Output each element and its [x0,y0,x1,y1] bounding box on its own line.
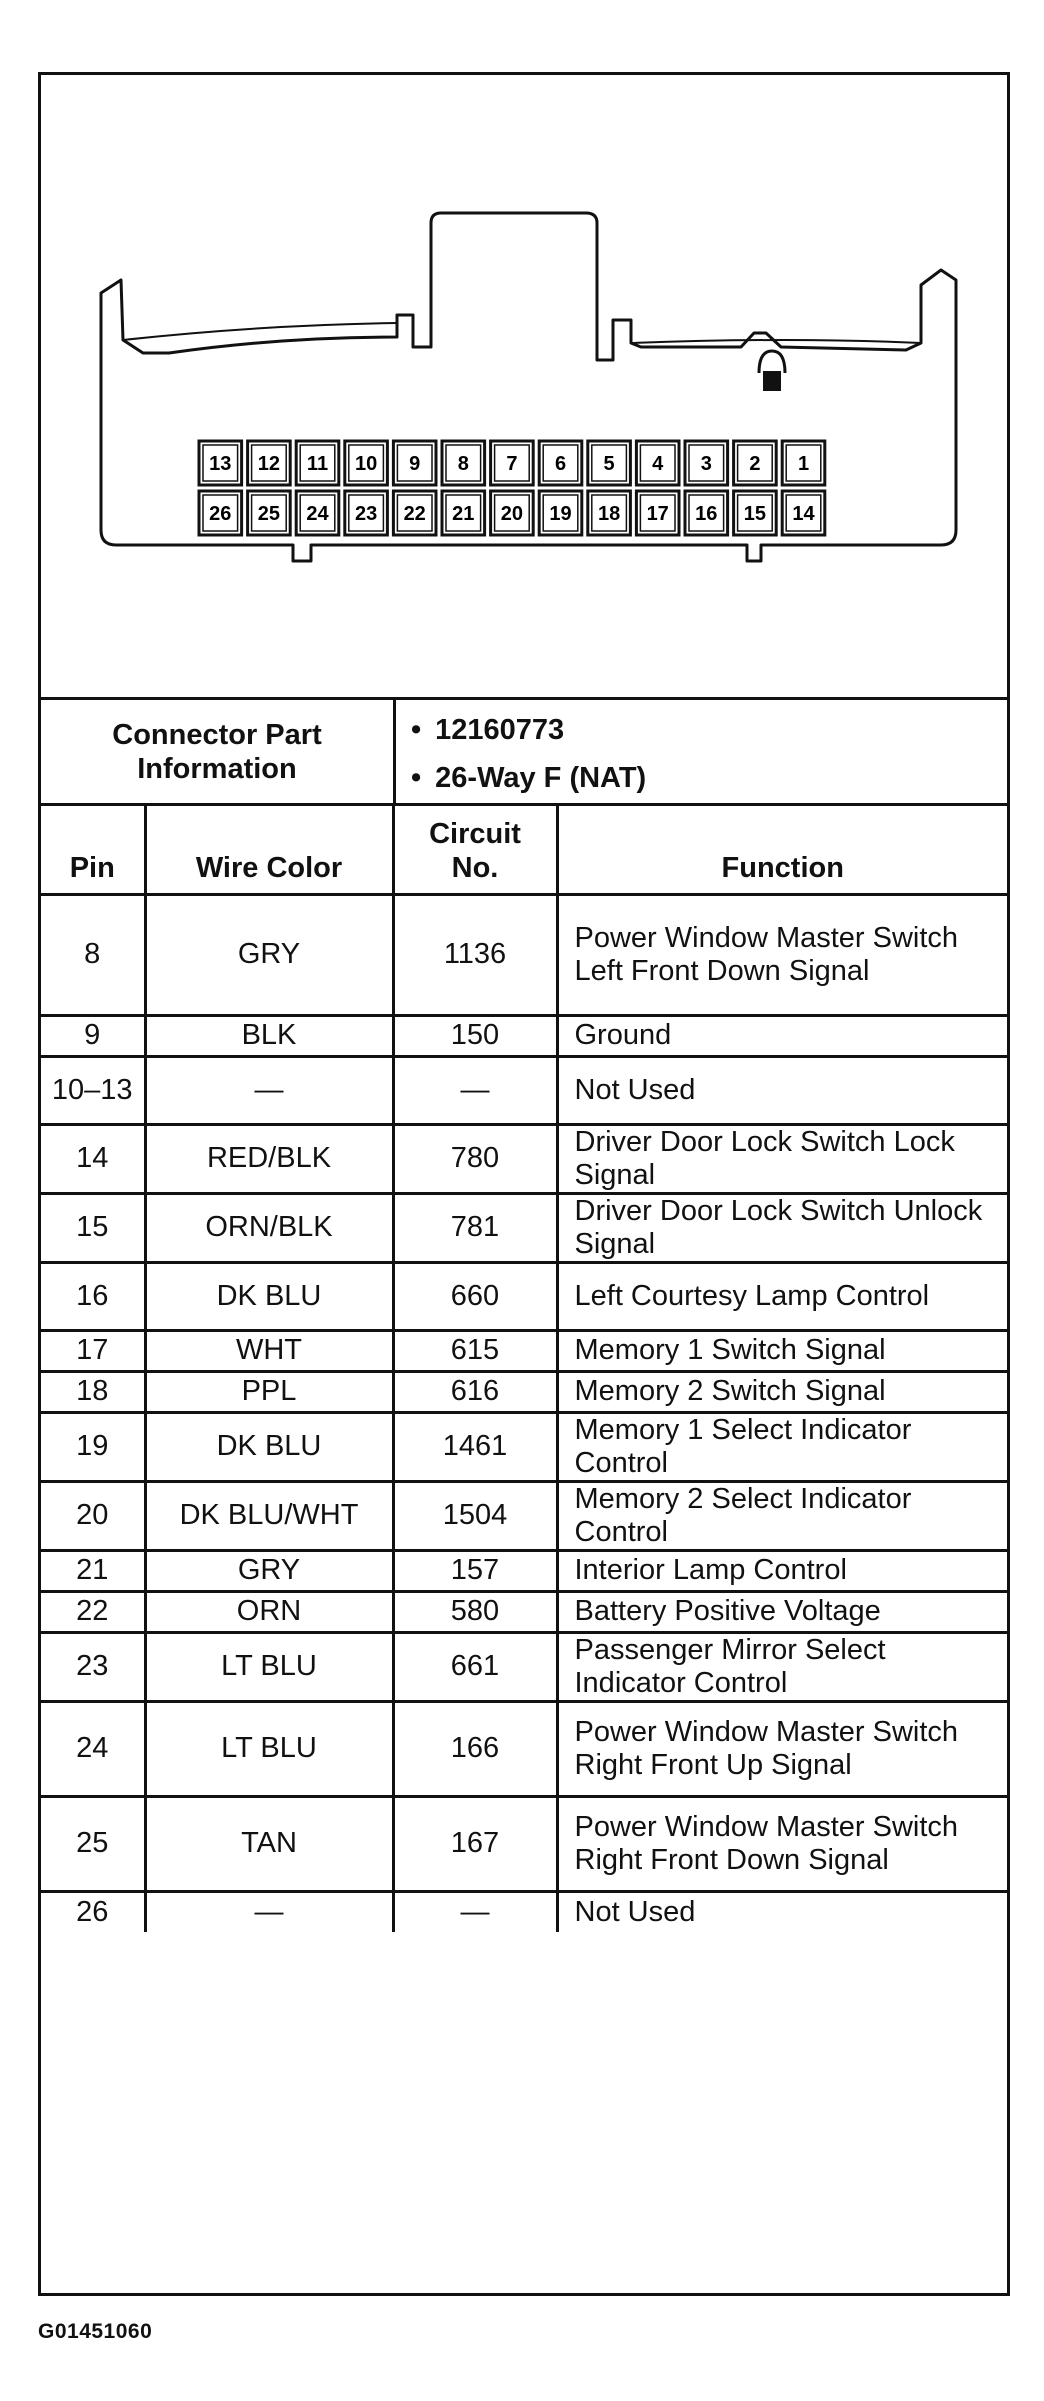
pin-number-label: 5 [603,453,615,475]
circuit-cell: 166 [393,1701,557,1796]
pin-number-label: 23 [354,503,378,525]
pin-cell: 16 [41,1262,145,1330]
connector-diagram [41,75,1007,700]
circuit-cell: 167 [393,1796,557,1891]
pin-cell: 8 [41,894,145,1015]
table-row [41,1330,1007,1371]
wire-color-cell: — [145,1056,393,1124]
pin-number-label: 9 [409,453,421,475]
table-body [41,894,1007,1932]
part-number: • 12160773 [411,706,1001,754]
pin-number-label: 14 [792,503,815,525]
function-cell: Driver Door Lock Switch Unlock Signal [557,1193,1007,1262]
pin-cell: 19 [41,1412,145,1481]
pin-number-label: 3 [700,453,712,475]
table-row [41,1481,1007,1550]
wire-color-cell: BLK [145,1015,393,1056]
table-row [41,1056,1007,1124]
function-cell: Ground [557,1015,1007,1056]
function-cell: Not Used [557,1056,1007,1124]
function-cell: Driver Door Lock Switch Lock Signal [557,1124,1007,1193]
pin-cell: 23 [41,1632,145,1701]
table-row [41,1262,1007,1330]
wire-color-cell: — [145,1891,393,1932]
connector-part-info [41,700,1007,806]
pin-cell: 21 [41,1550,145,1591]
pin-cavity [296,491,339,535]
pin-number-label: 21 [452,503,475,525]
pin-cavity [199,491,242,535]
pin-number-label: 1 [797,453,810,475]
pin-cavity [734,491,777,535]
pin-cavity [345,491,388,535]
pin-cell: 20 [41,1481,145,1550]
table-row [41,1371,1007,1412]
pin-grid [199,441,825,535]
pin-number-label: 26 [209,503,232,525]
circuit-cell: 661 [393,1632,557,1701]
pin-number-label: 10 [354,453,378,475]
connector-face-drawing [41,75,1007,697]
function-cell: Power Window Master Switch Right Front Down Signal [557,1796,1007,1891]
table-row [41,1550,1007,1591]
locking-tab-icon [759,351,785,391]
pin-cavity [248,441,291,485]
header-function: Function [557,803,1007,894]
function-cell: Battery Positive Voltage [557,1591,1007,1632]
pin-cell: 26 [41,1891,145,1932]
table-row [41,1124,1007,1193]
pin-cell: 25 [41,1796,145,1891]
pin-number-label: 6 [554,453,567,475]
pin-cavity [685,441,728,485]
part-info-label-line2: Information [137,752,297,785]
circuit-cell: 780 [393,1124,557,1193]
circuit-cell: 615 [393,1330,557,1371]
pin-number-label: 22 [403,503,426,525]
part-info-values [411,706,1001,802]
table-row [41,894,1007,1015]
pin-cavity [539,441,582,485]
wire-color-cell: PPL [145,1371,393,1412]
pin-cavity [345,441,388,485]
pin-cavity [393,441,436,485]
circuit-cell: 157 [393,1550,557,1591]
wire-color-cell: DK BLU/WHT [145,1481,393,1550]
pin-cell: 22 [41,1591,145,1632]
function-cell: Not Used [557,1891,1007,1932]
pin-number-label: 15 [743,503,767,525]
table-row [41,1632,1007,1701]
pin-number-label: 16 [695,503,718,525]
pin-number-label: 19 [549,503,572,525]
pin-number-label: 2 [749,453,761,475]
figure-id: G01451060 [38,2320,153,2343]
circuit-cell: — [393,1056,557,1124]
function-cell: Memory 1 Select Indicator Control [557,1412,1007,1481]
circuit-cell: 150 [393,1015,557,1056]
pin-cavity [782,491,825,535]
wire-color-cell: WHT [145,1330,393,1371]
pin-cavity [685,491,728,535]
pin-cavity [734,441,777,485]
pin-number-label: 7 [506,453,518,475]
wire-color-cell: RED/BLK [145,1124,393,1193]
pin-number-label: 17 [646,503,669,525]
circuit-cell: 781 [393,1193,557,1262]
pin-cell: 24 [41,1701,145,1796]
pin-cavity [782,441,825,485]
pin-cavity [588,441,631,485]
circuit-cell: 1136 [393,894,557,1015]
pin-cavity [248,491,291,535]
header-circuit-line2: No. [451,851,499,884]
pin-cavity [442,491,485,535]
pin-cell: 18 [41,1371,145,1412]
pin-cavity [588,491,631,535]
wire-color-cell: GRY [145,1550,393,1591]
pin-cell: 9 [41,1015,145,1056]
wire-color-cell: DK BLU [145,1412,393,1481]
function-cell: Memory 1 Switch Signal [557,1330,1007,1371]
wire-color-cell: DK BLU [145,1262,393,1330]
pin-function-table [41,803,1007,1932]
function-cell: Power Window Master Switch Left Front Down Signal [557,894,1007,1015]
pin-cavity [491,441,534,485]
function-cell: Passenger Mirror Select Indicator Control [557,1632,1007,1701]
table-row [41,1701,1007,1796]
pin-cell: 15 [41,1193,145,1262]
pin-cavity [296,441,339,485]
pin-cell: 14 [41,1124,145,1193]
pin-number-label: 8 [457,453,469,475]
circuit-cell: — [393,1891,557,1932]
connector-description: • 26-Way F (NAT) [411,754,1001,802]
table-row [41,1193,1007,1262]
table-row [41,1015,1007,1056]
wire-color-cell: ORN/BLK [145,1193,393,1262]
pin-cavity [199,441,242,485]
pin-number-label: 18 [597,503,621,525]
pin-cavity [442,441,485,485]
wire-color-cell: TAN [145,1796,393,1891]
circuit-cell: 1504 [393,1481,557,1550]
function-cell: Memory 2 Switch Signal [557,1371,1007,1412]
pin-number-label: 24 [306,503,329,525]
pin-number-label: 11 [306,453,329,475]
header-pin: Pin [41,803,145,894]
header-wire-color: Wire Color [145,803,393,894]
circuit-cell: 660 [393,1262,557,1330]
circuit-cell: 616 [393,1371,557,1412]
header-circuit-line1: Circuit [429,817,521,850]
wire-color-cell: ORN [145,1591,393,1632]
pin-cavity [393,491,436,535]
wire-color-cell: LT BLU [145,1632,393,1701]
pin-cavity [539,491,582,535]
pin-number-label: 4 [652,453,664,475]
pin-number-label: 25 [257,503,281,525]
wire-color-cell: LT BLU [145,1701,393,1796]
pin-number-label: 20 [500,503,524,525]
part-info-label [41,700,396,803]
circuit-cell: 1461 [393,1412,557,1481]
header-circuit [393,803,557,894]
pin-number-label: 12 [257,453,281,475]
table-row [41,1796,1007,1891]
table-header-row [41,803,1007,894]
pin-cavity [636,441,679,485]
function-cell: Interior Lamp Control [557,1550,1007,1591]
table-row [41,1412,1007,1481]
pin-cavity [491,491,534,535]
pin-cavity [636,491,679,535]
function-cell: Memory 2 Select Indicator Control [557,1481,1007,1550]
table-row [41,1591,1007,1632]
table-row [41,1891,1007,1932]
pin-number-label: 13 [209,453,232,475]
pin-cell: 17 [41,1330,145,1371]
function-cell: Left Courtesy Lamp Control [557,1262,1007,1330]
wire-color-cell: GRY [145,894,393,1015]
part-info-label-line1: Connector Part [112,718,322,751]
function-cell: Power Window Master Switch Right Front Up Signal [557,1701,1007,1796]
pin-cell: 10–13 [41,1056,145,1124]
circuit-cell: 580 [393,1591,557,1632]
connector-sheet [38,72,1010,2296]
